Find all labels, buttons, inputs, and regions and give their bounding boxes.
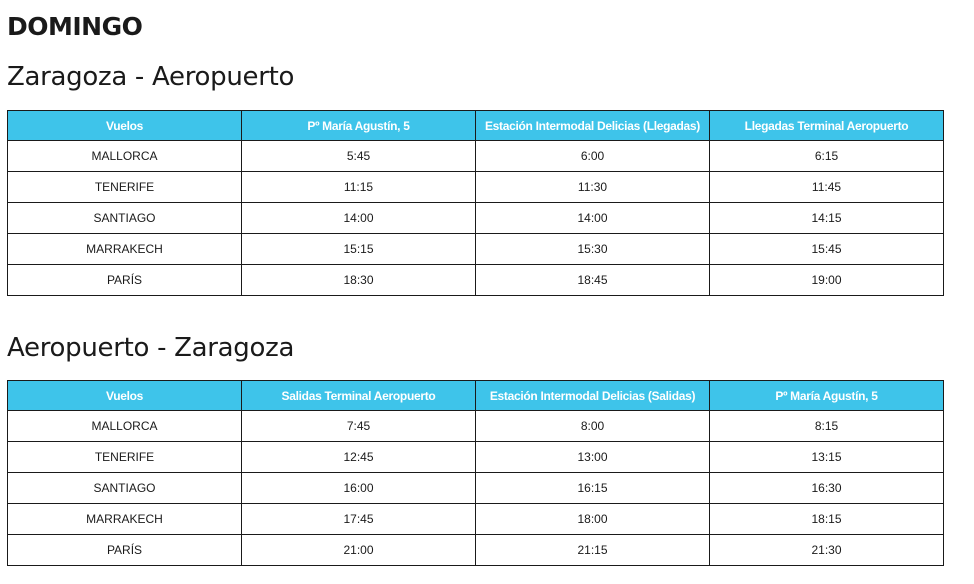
time-cell: 18:00 xyxy=(476,504,710,535)
table-header-row xyxy=(8,381,944,411)
time-cell: 21:30 xyxy=(710,535,944,566)
time-cell: 7:45 xyxy=(242,411,476,442)
schedule-table-aeropuerto-zaragoza xyxy=(7,380,944,566)
schedule-table-zaragoza-aeropuerto xyxy=(7,110,944,296)
flight-cell: PARÍS xyxy=(8,265,242,296)
time-cell: 17:45 xyxy=(242,504,476,535)
time-cell: 12:45 xyxy=(242,442,476,473)
flight-cell: TENERIFE xyxy=(8,172,242,203)
column-header: Vuelos xyxy=(8,111,242,141)
flight-cell: SANTIAGO xyxy=(8,473,242,504)
column-header: Estación Intermodal Delicias (Salidas) xyxy=(476,381,710,411)
time-cell: 15:15 xyxy=(242,234,476,265)
time-cell: 15:30 xyxy=(476,234,710,265)
flight-cell: TENERIFE xyxy=(8,442,242,473)
time-cell: 11:30 xyxy=(476,172,710,203)
section-title-zaragoza-aeropuerto: Zaragoza - Aeropuerto xyxy=(7,62,295,92)
table-row xyxy=(8,504,944,535)
time-cell: 19:00 xyxy=(710,265,944,296)
table-row xyxy=(8,265,944,296)
table-row xyxy=(8,442,944,473)
time-cell: 14:15 xyxy=(710,203,944,234)
column-header: Pº María Agustín, 5 xyxy=(242,111,476,141)
column-header: Salidas Terminal Aeropuerto xyxy=(242,381,476,411)
table-row xyxy=(8,172,944,203)
table-header-row xyxy=(8,111,944,141)
table-row xyxy=(8,141,944,172)
flight-cell: MARRAKECH xyxy=(8,234,242,265)
flight-cell: MALLORCA xyxy=(8,411,242,442)
time-cell: 5:45 xyxy=(242,141,476,172)
time-cell: 16:00 xyxy=(242,473,476,504)
table-row xyxy=(8,234,944,265)
time-cell: 11:15 xyxy=(242,172,476,203)
table-row xyxy=(8,411,944,442)
table-row xyxy=(8,535,944,566)
time-cell: 18:15 xyxy=(710,504,944,535)
time-cell: 8:15 xyxy=(710,411,944,442)
flight-cell: MALLORCA xyxy=(8,141,242,172)
flight-cell: SANTIAGO xyxy=(8,203,242,234)
time-cell: 14:00 xyxy=(242,203,476,234)
table-row xyxy=(8,203,944,234)
time-cell: 18:45 xyxy=(476,265,710,296)
column-header: Vuelos xyxy=(8,381,242,411)
time-cell: 11:45 xyxy=(710,172,944,203)
table-row xyxy=(8,473,944,504)
day-title: DOMINGO xyxy=(7,12,143,41)
time-cell: 21:00 xyxy=(242,535,476,566)
time-cell: 13:00 xyxy=(476,442,710,473)
time-cell: 8:00 xyxy=(476,411,710,442)
time-cell: 6:15 xyxy=(710,141,944,172)
column-header: Estación Intermodal Delicias (Llegadas) xyxy=(476,111,710,141)
time-cell: 14:00 xyxy=(476,203,710,234)
time-cell: 21:15 xyxy=(476,535,710,566)
time-cell: 6:00 xyxy=(476,141,710,172)
section-title-aeropuerto-zaragoza: Aeropuerto - Zaragoza xyxy=(7,333,295,363)
flight-cell: MARRAKECH xyxy=(8,504,242,535)
time-cell: 16:30 xyxy=(710,473,944,504)
time-cell: 18:30 xyxy=(242,265,476,296)
column-header: Llegadas Terminal Aeropuerto xyxy=(710,111,944,141)
time-cell: 13:15 xyxy=(710,442,944,473)
column-header: Pº María Agustín, 5 xyxy=(710,381,944,411)
time-cell: 16:15 xyxy=(476,473,710,504)
time-cell: 15:45 xyxy=(710,234,944,265)
flight-cell: PARÍS xyxy=(8,535,242,566)
